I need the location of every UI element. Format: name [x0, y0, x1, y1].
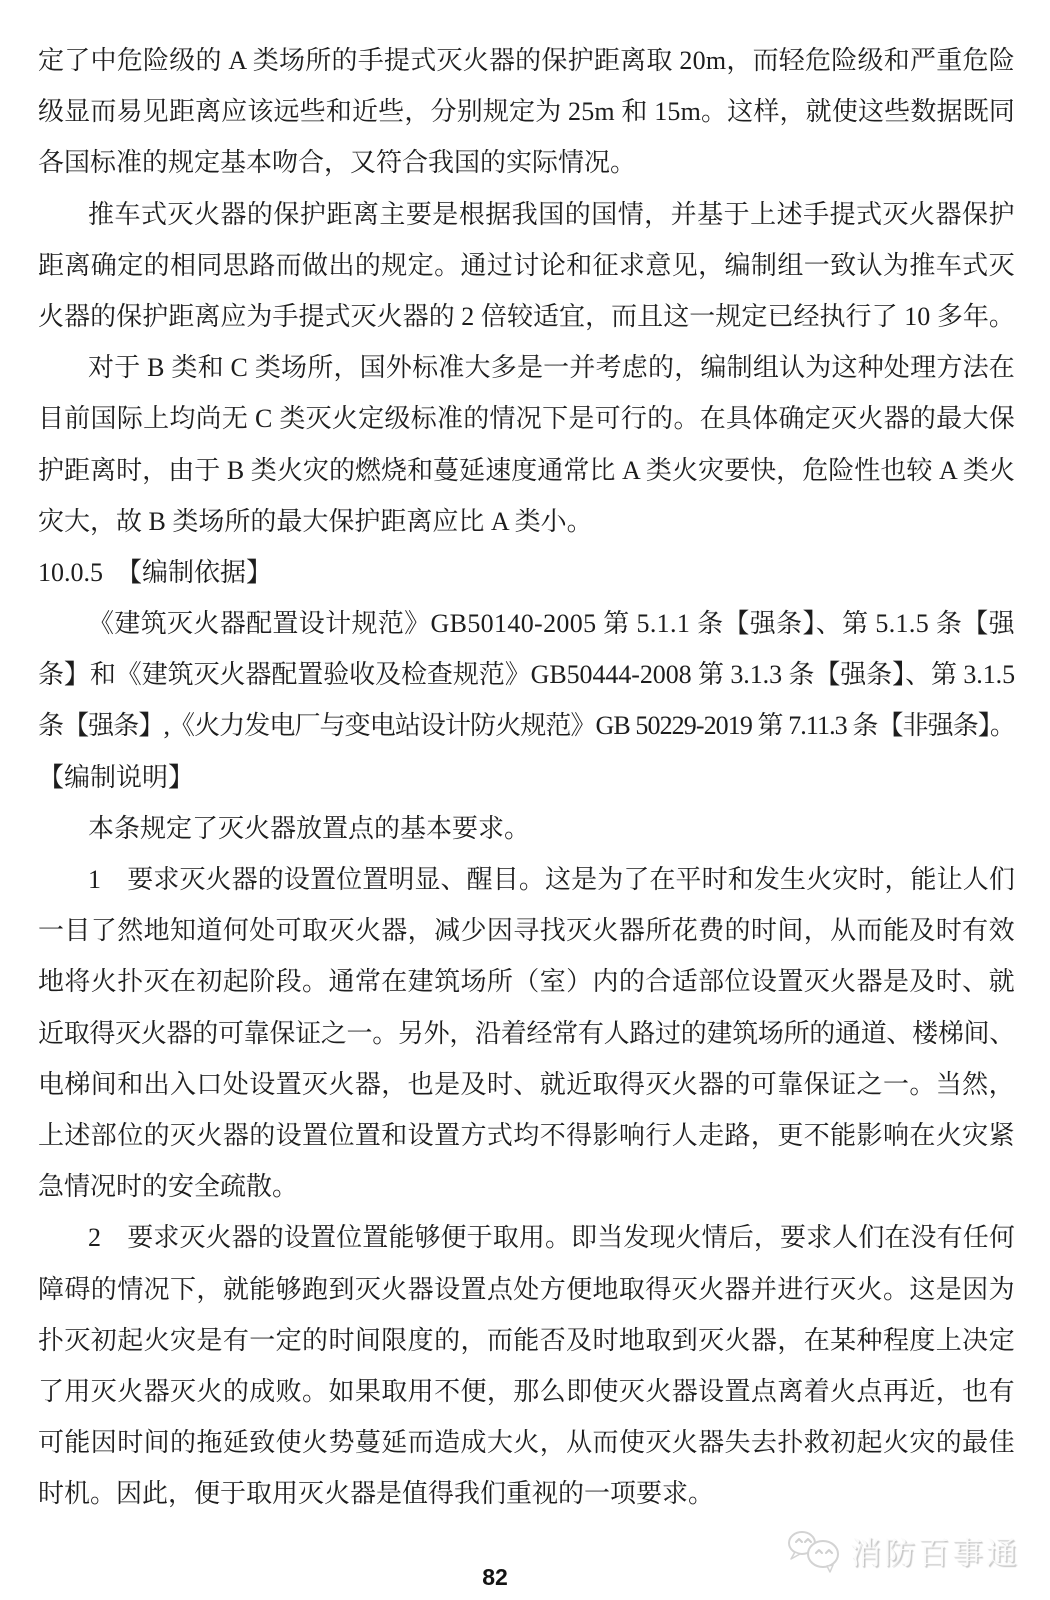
text-line: 了用灭火器灭火的成败。如果取用不便，那么即使灭火器设置点离着火点再近，也有	[38, 1376, 1015, 1406]
text-line: 一目了然地知道何处可取灭火器，减少因寻找灭火器所花费的时间，从而能及时有效	[38, 916, 1015, 946]
text-line: 距离确定的相同思路而做出的规定。通过讨论和征求意见，编制组一致认为推车式灭	[38, 250, 1015, 280]
text-line: 灾大，故 B 类场所的最大保护距离应比 A 类小。	[38, 506, 593, 536]
text-line: 本条规定了灭火器放置点的基本要求。	[88, 813, 531, 843]
text-line: 急情况时的安全疏散。	[38, 1172, 299, 1202]
text-line: 推车式灭火器的保护距离主要是根据我国的国情，并基于上述手提式灭火器保护	[88, 199, 1015, 229]
text-line: 扑灭初起火灾是有一定的时间限度的，而能否及时地取到灭火器，在某种程度上决定	[38, 1325, 1015, 1355]
text-line: 上述部位的灭火器的设置位置和设置方式均不得影响行人走路，更不能影响在火灾紧	[38, 1120, 1015, 1150]
text-line: 护距离时，由于 B 类火灾的燃烧和蔓延速度通常比 A 类火灾要快，危险性也较 A 类火	[38, 455, 1016, 485]
text-line: 条【强条】,《火力发电厂与变电站设计防火规范》GB 50229-2019 第 7.11.3 条【非强条】。	[38, 711, 1015, 741]
text-line: 《建筑灭火器配置设计规范》GB50140-2005 第 5.1.1 条【强条】、第 5.1.5 条【强	[88, 609, 1015, 639]
text-line: 障碍的情况下，就能够跑到灭火器设置点处方便地取得灭火器并进行灭火。这是因为	[38, 1274, 1015, 1304]
document-body	[38, 35, 1015, 1519]
text-line: 地将火扑灭在初起阶段。通常在建筑场所（室）内的合适部位设置灭火器是及时、就	[38, 967, 1015, 997]
text-line: 10.0.5 【编制依据】	[38, 557, 273, 587]
watermark	[786, 1528, 1020, 1573]
text-line: 【编制说明】	[38, 762, 195, 792]
text-line: 各国标准的规定基本吻合，又符合我国的实际情况。	[38, 148, 637, 178]
text-line: 2 要求灭火器的设置位置能够便于取用。即当发现火情后，要求人们在没有任何	[88, 1223, 1015, 1253]
text-line: 近取得灭火器的可靠保证之一。另外，沿着经常有人路过的建筑场所的通道、楼梯间、	[38, 1018, 1015, 1048]
text-line: 级显而易见距离应该远些和近些，分别规定为 25m 和 15m。这样，就使这些数据既同	[38, 97, 1016, 127]
text-line: 定了中危险级的 A 类场所的手提式灭火器的保护距离取 20m，而轻危险级和严重危险	[38, 46, 1015, 75]
text-line: 对于 B 类和 C 类场所，国外标准大多是一并考虑的，编制组认为这种处理方法在	[88, 353, 1015, 383]
text-line: 条】和《建筑灭火器配置验收及检查规范》GB50444-2008 第 3.1.3 条【强条】、第 3.1.5	[38, 660, 1016, 690]
watermark-text: 消防百事通	[850, 1536, 1020, 1571]
text-line: 可能因时间的拖延致使火势蔓延而造成大火，从而使灭火器失去扑救初起火灾的最佳	[38, 1428, 1015, 1458]
page-number: 82	[482, 1564, 508, 1590]
text-line: 1 要求灭火器的设置位置明显、醒目。这是为了在平时和发生火灾时，能让人们	[88, 865, 1015, 894]
text-line: 目前国际上均尚无 C 类灭火定级标准的情况下是可行的。在具体确定灭火器的最大保	[38, 404, 1015, 434]
text-line: 时机。因此，便于取用灭火器是值得我们重视的一项要求。	[38, 1479, 715, 1509]
text-line: 电梯间和出入口处设置灭火器，也是及时、就近取得灭火器的可靠保证之一。当然，	[38, 1069, 1015, 1099]
chat-bubbles-icon	[786, 1529, 842, 1573]
text-line: 火器的保护距离应为手提式灭火器的 2 倍较适宜，而且这一规定已经执行了 10 多年。	[38, 301, 1015, 331]
